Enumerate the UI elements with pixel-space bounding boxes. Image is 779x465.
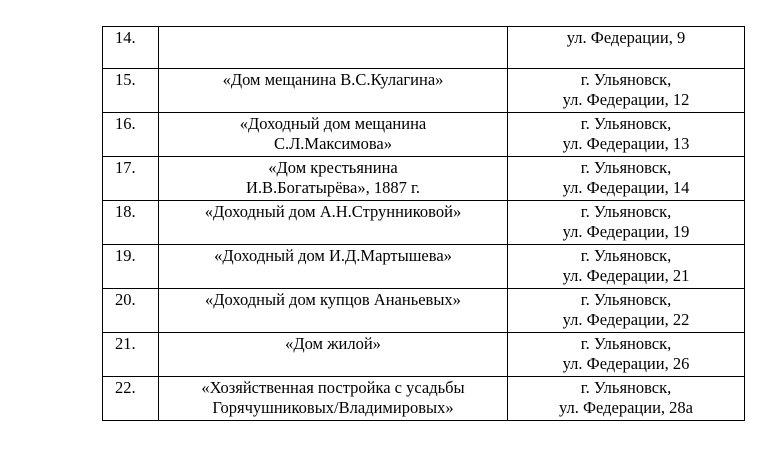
row-number: 19. xyxy=(103,245,159,289)
object-address xyxy=(508,245,745,289)
object-name xyxy=(159,377,508,421)
row-number: 17. xyxy=(103,157,159,201)
row-number: 21. xyxy=(103,333,159,377)
address-line: ул. Федерации, 19 xyxy=(562,222,690,241)
address-line: ул. Федерации, 22 xyxy=(562,310,690,329)
name-line: «Доходный дом мещанина xyxy=(239,114,427,133)
table-row xyxy=(103,27,745,69)
table-row xyxy=(103,333,745,377)
address-line: г. Ульяновск, xyxy=(580,378,672,397)
table-row xyxy=(103,245,745,289)
object-name xyxy=(159,27,508,69)
address-line: г. Ульяновск, xyxy=(580,290,672,309)
object-name xyxy=(159,113,508,157)
table-row xyxy=(103,69,745,113)
table-row xyxy=(103,113,745,157)
address-line: г. Ульяновск, xyxy=(580,334,672,353)
object-name xyxy=(159,333,508,377)
object-address xyxy=(508,377,745,421)
object-address xyxy=(508,201,745,245)
object-address xyxy=(508,333,745,377)
name-line: «Дом крестьянина xyxy=(268,158,398,177)
monuments-table xyxy=(102,26,745,421)
object-address xyxy=(508,113,745,157)
address-line: ул. Федерации, 13 xyxy=(562,134,690,153)
table-row xyxy=(103,201,745,245)
name-line: «Дом жилой» xyxy=(285,334,381,353)
object-address xyxy=(508,157,745,201)
row-number: 16. xyxy=(103,113,159,157)
object-address xyxy=(508,69,745,113)
row-number: 14. xyxy=(103,27,159,69)
object-address xyxy=(508,27,745,69)
object-name xyxy=(159,245,508,289)
address-line: ул. Федерации, 9 xyxy=(566,28,686,47)
table-row xyxy=(103,157,745,201)
name-line: «Дом мещанина В.С.Кулагина» xyxy=(222,70,444,89)
object-name xyxy=(159,289,508,333)
name-line: Горячушниковых/Владимировых» xyxy=(212,398,454,417)
address-line: г. Ульяновск, xyxy=(580,70,672,89)
object-name xyxy=(159,201,508,245)
row-number: 15. xyxy=(103,69,159,113)
object-name xyxy=(159,157,508,201)
row-number: 22. xyxy=(103,377,159,421)
object-address xyxy=(508,289,745,333)
name-line: «Доходный дом И.Д.Мартышева» xyxy=(214,246,452,265)
address-line: г. Ульяновск, xyxy=(580,114,672,133)
name-line: «Хозяйственная постройка с усадьбы xyxy=(201,378,465,397)
table-row xyxy=(103,377,745,421)
address-line: ул. Федерации, 21 xyxy=(562,266,690,285)
name-line: «Доходный дом купцов Ананьевых» xyxy=(205,290,461,309)
address-line: г. Ульяновск, xyxy=(580,202,672,221)
address-line: ул. Федерации, 12 xyxy=(562,90,690,109)
row-number: 20. xyxy=(103,289,159,333)
address-line: ул. Федерации, 26 xyxy=(562,354,690,373)
address-line: г. Ульяновск, xyxy=(580,246,672,265)
table-row xyxy=(103,289,745,333)
name-line: «Доходный дом А.Н.Струнниковой» xyxy=(204,202,462,221)
table-body xyxy=(103,27,745,421)
object-name xyxy=(159,69,508,113)
address-line: ул. Федерации, 14 xyxy=(562,178,690,197)
name-line: И.В.Богатырёва», 1887 г. xyxy=(246,178,420,197)
address-line: ул. Федерации, 28а xyxy=(558,398,693,417)
address-line: г. Ульяновск, xyxy=(580,158,672,177)
name-line: С.Л.Максимова» xyxy=(273,134,393,153)
row-number: 18. xyxy=(103,201,159,245)
